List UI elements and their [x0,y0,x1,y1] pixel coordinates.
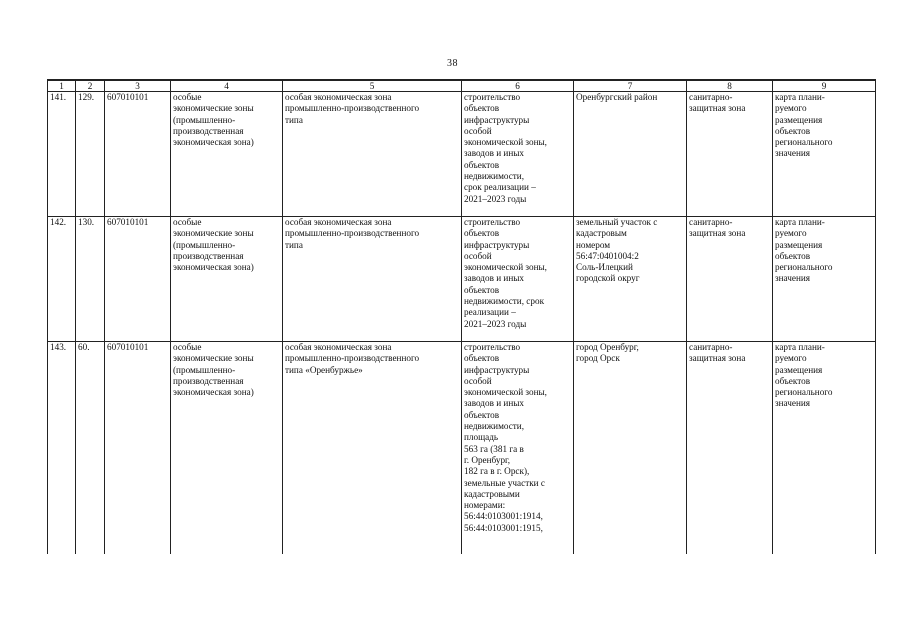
description-cell: строительство объектов инфраструктуры особой экономической зоны, заводов и иных объектов недвижимости, площадь 563 га (381 га в г. Оренбург, 182 га в г. Орск), земельные участки с кадастровыми номерами: 56:44:0103001:1914, 56:44:0103001:1915, [462,342,574,555]
table-row [48,217,876,342]
column-header: 8 [687,80,773,92]
map-reference-cell: карта плани- руемого размещения объектов регионального значения [773,92,876,217]
map-reference-cell: карта плани- руемого размещения объектов регионального значения [773,342,876,555]
description-cell: строительство объектов инфраструктуры особой экономической зоны, заводов и иных объектов недвижимости, срок реализации – 2021–2023 годы [462,217,574,342]
table-row [48,342,876,555]
column-header: 3 [105,80,171,92]
column-header: 9 [773,80,876,92]
map-reference-cell: карта плани- руемого размещения объектов регионального значения [773,217,876,342]
header-row [48,80,876,92]
zone-type-cell: особые экономические зоны (промышленно- производственная экономическая зона) [171,92,283,217]
column-header: 4 [171,80,283,92]
location-cell: город Оренбург, город Орск [574,342,687,555]
location-cell: Оренбургский район [574,92,687,217]
protection-zone-cell: санитарно- защитная зона [687,342,773,555]
column-header: 6 [462,80,574,92]
protection-zone-cell: санитарно- защитная зона [687,92,773,217]
item-number-cell: 60. [76,342,105,555]
location-cell: земельный участок с кадастровым номером 56:47:0401004:2 Соль-Илецкий городской округ [574,217,687,342]
row-number-cell: 142. [48,217,76,342]
column-header: 5 [283,80,462,92]
code-cell: 607010101 [105,217,171,342]
zone-type-cell: особые экономические зоны (промышленно- производственная экономическая зона) [171,217,283,342]
protection-zone-cell: санитарно- защитная зона [687,217,773,342]
table-row [48,92,876,217]
zone-name-cell: особая экономическая зона промышленно-производственного типа [283,217,462,342]
item-number-cell: 129. [76,92,105,217]
column-header: 1 [48,80,76,92]
zone-name-cell: особая экономическая зона промышленно-производственного типа «Оренбуржье» [283,342,462,555]
zone-name-cell: особая экономическая зона промышленно-производственного типа [283,92,462,217]
code-cell: 607010101 [105,342,171,555]
zone-type-cell: особые экономические зоны (промышленно- производственная экономическая зона) [171,342,283,555]
zones-table [47,79,876,554]
item-number-cell: 130. [76,217,105,342]
column-header: 2 [76,80,105,92]
code-cell: 607010101 [105,92,171,217]
page-number: 38 [447,58,458,69]
row-number-cell: 143. [48,342,76,555]
row-number-cell: 141. [48,92,76,217]
column-header: 7 [574,80,687,92]
description-cell: строительство объектов инфраструктуры особой экономической зоны, заводов и иных объектов недвижимости, срок реализации – 2021–2023 годы [462,92,574,217]
